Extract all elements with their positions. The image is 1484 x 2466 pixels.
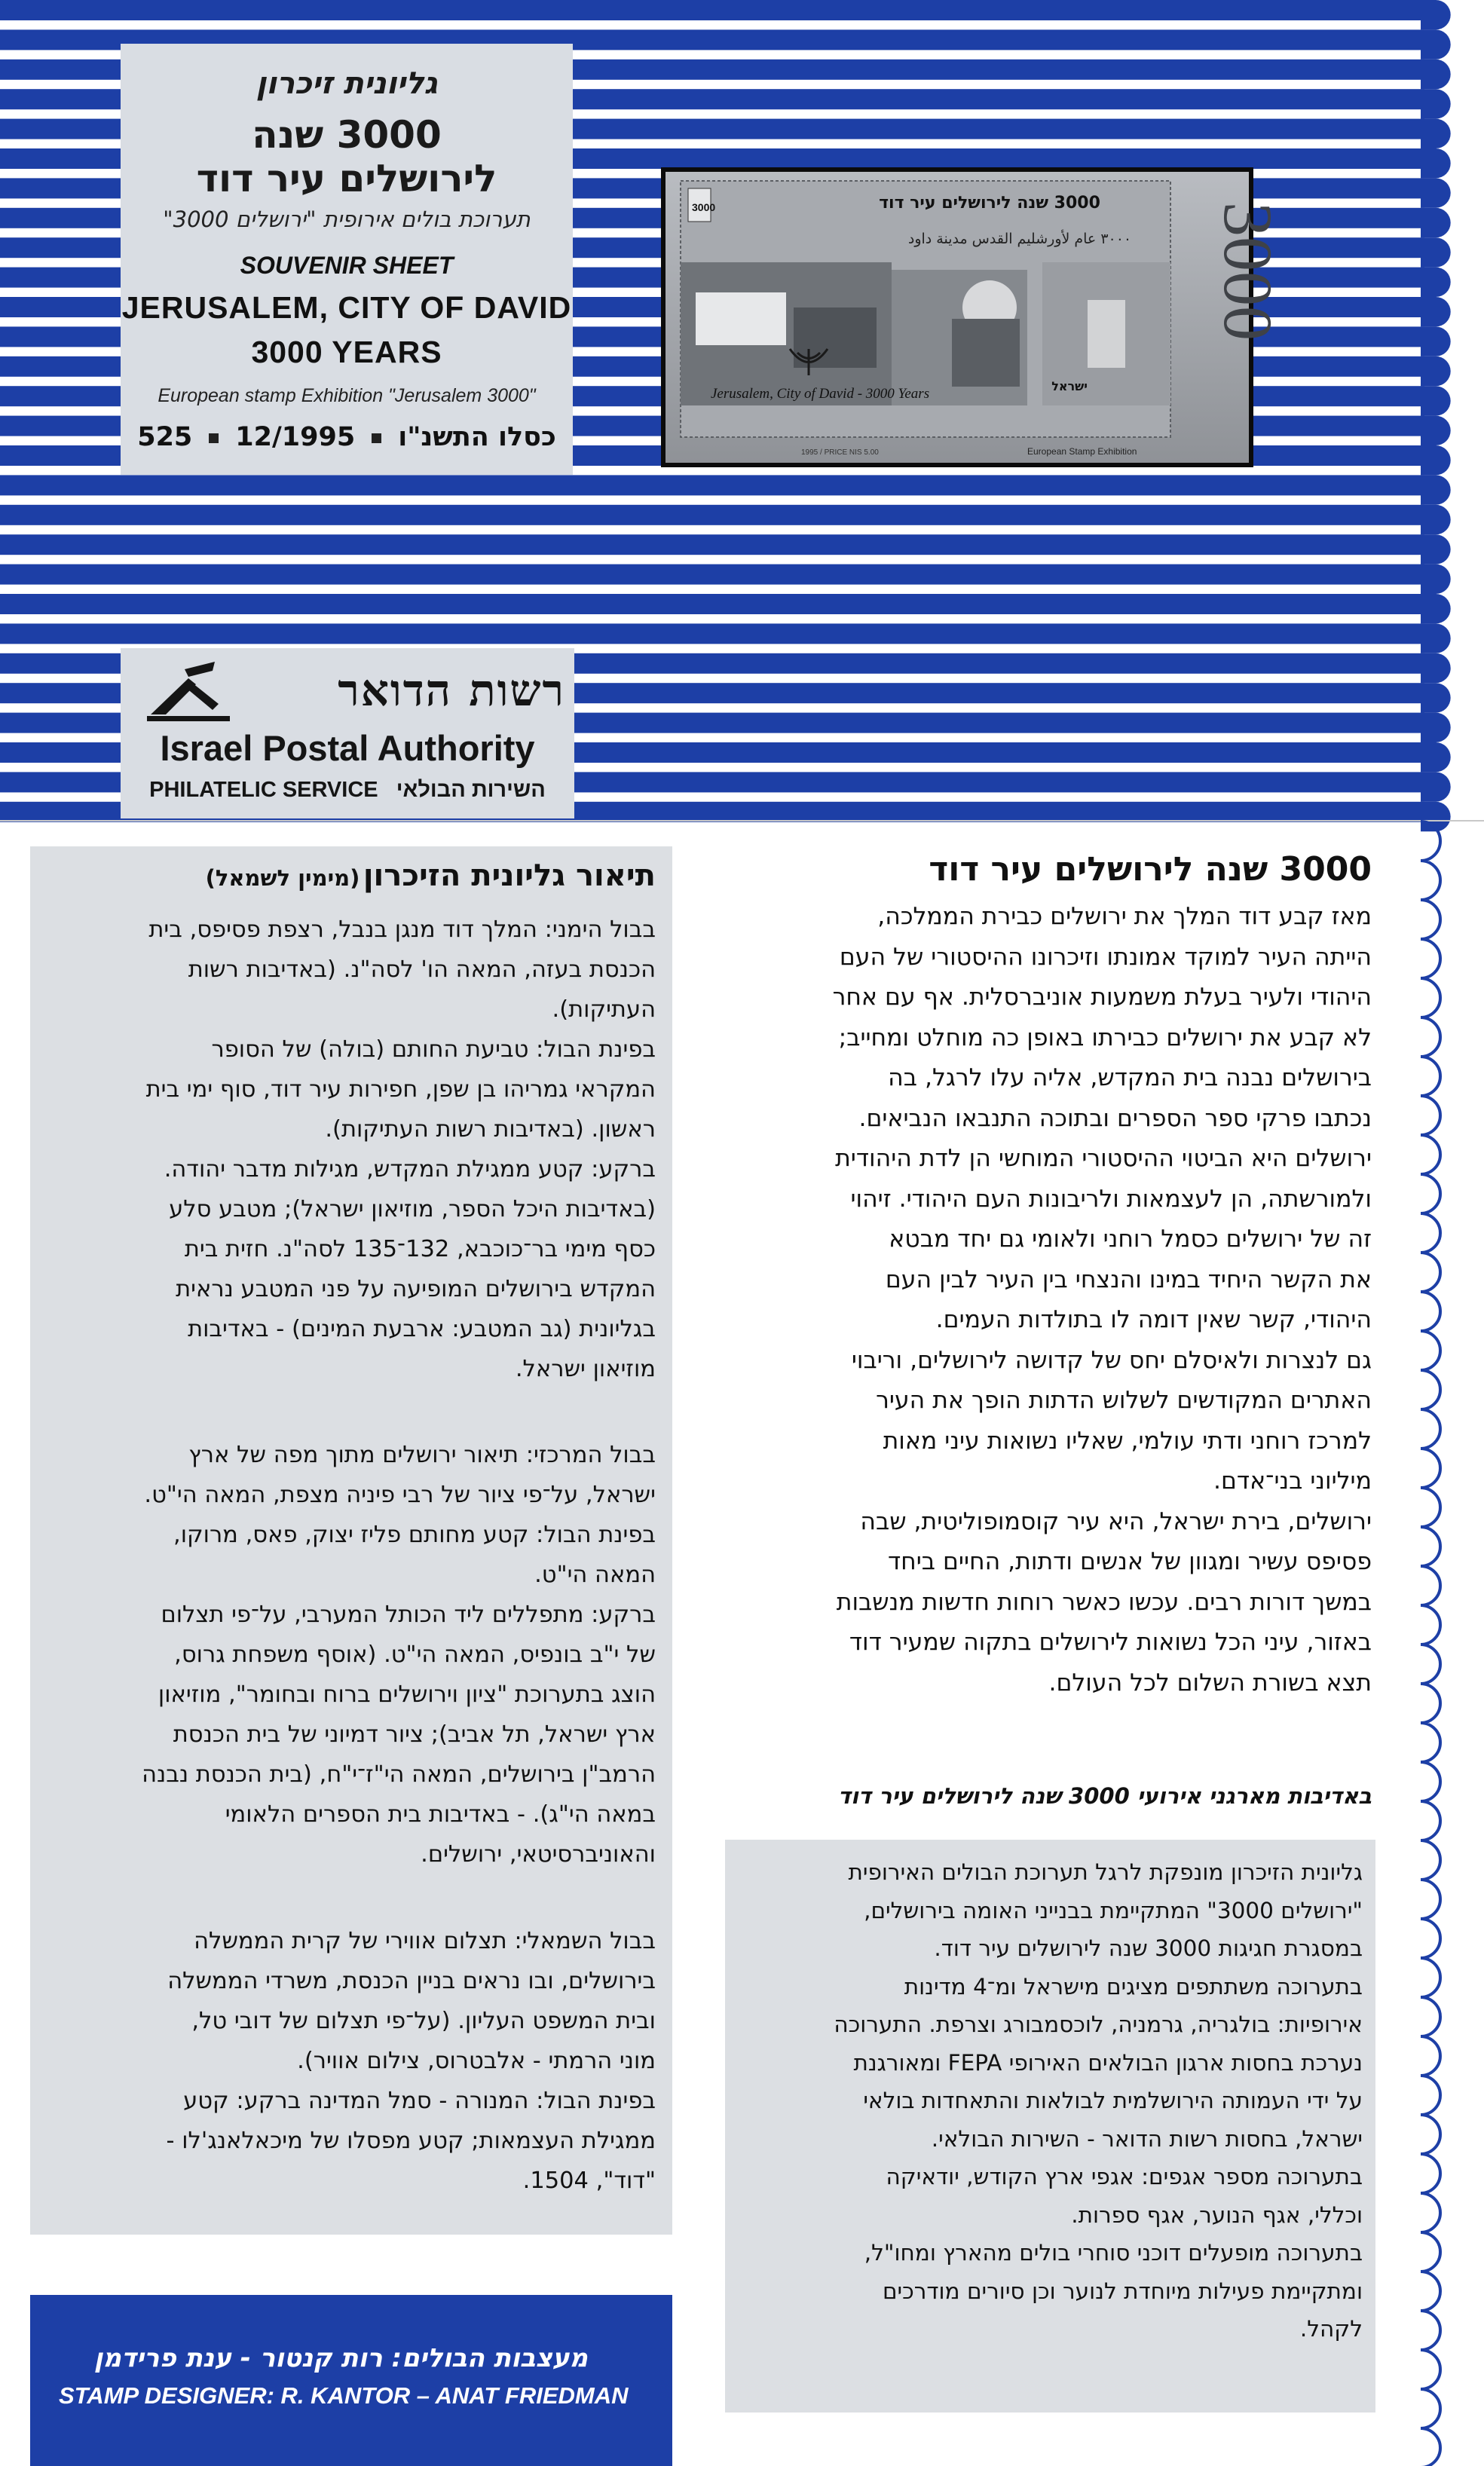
logo-service-line (121, 778, 574, 803)
sheet-heading-ar: ٣٠٠٠ عام لأورشليم القدس مدينة داود (907, 231, 1132, 247)
issue-line (121, 422, 573, 452)
designers-en: STAMP DESIGNER: R. KANTOR – ANAT FRIEDMAN (59, 2382, 629, 2409)
fold-line (0, 820, 1484, 821)
header-perforation-tooth (1421, 356, 1451, 386)
header-perforation-tooth (1421, 713, 1451, 742)
blue-stripe (0, 594, 1424, 614)
header-perforation-tooth (1421, 60, 1451, 89)
designers-he: מעצבות הבולים: רות קנטור - ענת פרידמן (93, 2343, 588, 2373)
left-description-column (30, 846, 672, 2235)
souvenir-sheet-image (661, 167, 1287, 467)
blue-stripe (0, 534, 1424, 555)
exhibit-en: European stamp Exhibition "Jerusalem 3000" (158, 385, 536, 406)
service-he: השירות הבולאי (396, 778, 546, 802)
header-perforation-tooth (1421, 742, 1451, 772)
souvenir-en: SOUVENIR SHEET (240, 252, 454, 279)
header-perforation-tooth (1421, 237, 1451, 267)
left-para-left-stamp: בבול השמאלי: תצלום אווירי של קרית הממשלה בירושלים, ובו נראים בניין הכנסת, משרדי הממשלה ובית המשפט העליון. (על־פי תצלום של דובי טל, מוני הרמתי - אלבטרוס, צילום אוויר). בפינת הבול: המנורה - סמל המדינה ברקע: קטע ממגילת העצמאות; קטע מפסלו של מיכאלאנג'לו - "דוד", 1504. (166, 1928, 656, 2194)
title-he-3000: 3000 שנה (252, 113, 442, 157)
title-panel (121, 44, 573, 475)
header-perforation-tooth (1421, 683, 1451, 712)
sheet-logo-3000: 3000 (692, 201, 716, 213)
sheet-country-he: ישראל (1051, 379, 1088, 393)
left-title-line (45, 858, 656, 893)
header-perforation-tooth (1421, 148, 1451, 178)
designers-panel (30, 2295, 672, 2466)
header-perforation-tooth (1421, 772, 1451, 801)
left-para-center-stamp: בבול המרכזי: תיאור ירושלים מתוך מפה של ארץ ישראל, על־פי ציור של רבי פיניה מצפת, המאה הי"ט. בפינת הבול: קטע מחותם פליז יצוק, פאס, מרוקו, המאה הי"ט. ברקע: מתפללים ליד הכותל המערבי, על־פי תצלום של י"ב בונפיס, המאה הי"ט. (אוסף משפחת גרוס, הוצג בתערוכת "ציון וירושלים ברוח ובחומר", מוזיאון ארץ ישראל, תל אביב); ציור דמיוני של בית הכנסת הרמב"ן בירושלים, המאה הי"ז־י"ח, (בית הכנסת נבנה במאה הי"ג). - באדיבות בית הספרים הלאומי והאוניברסיטאי, ירושלים. (142, 1442, 656, 1868)
service-en: PHILATELIC SERVICE (149, 778, 378, 802)
postal-logo-icon (143, 656, 234, 724)
logo-hebrew: רשות הדואר (338, 665, 565, 716)
left-para-right-stamp: בבול הימני: המלך דוד מנגן בנבל, רצפת פסיפס, בית הכנסת בעזה, המאה הו' לסה"נ. (באדיבות רשות העתיקות). בפינת הבול: טביעת החותם (בולה) של הסופר המקראי גמריהו בן שפן, חפירות עיר דוד, סוף ימי בית ראשון. (באדיבות רשות העתיקות). ברקע: קטע ממגילת המקדש, מגילות מדבר יהודה. (באדיבות היכל הספר, מוזיאון ישראל); מטבע סלע כסף מימי בר־כוכבא, 132־135 לסה"נ. חזית בית המקדש בירושלים המופיעה על פני המטבע נראית בגליונית (גב המטבע: ארבעת המינים) - באדיבות מוזיאון ישראל. (145, 916, 656, 1382)
separator-square (209, 433, 219, 443)
souvenir-sheet-graphic (666, 172, 1287, 463)
header-perforation-tooth (1421, 653, 1451, 683)
exhibition-info-box (725, 1840, 1375, 2412)
sheet-footer-en: European Stamp Exhibition (1027, 446, 1137, 457)
blue-stripe (0, 505, 1424, 525)
title-he-small: גליונית זיכרון (255, 66, 438, 101)
sheet-year-big: 3000 (1210, 202, 1287, 341)
perforation-scallop-line (1421, 821, 1440, 2466)
header-perforation-tooth (1421, 119, 1451, 148)
header-perforation-tooth (1421, 178, 1451, 207)
header-perforation-tooth (1421, 623, 1451, 653)
header-perforation-tooth (1421, 594, 1451, 623)
left-title-sub: (מימין לשמאל) (205, 865, 360, 891)
header-perforation-tooth (1421, 534, 1451, 564)
separator-square (372, 433, 381, 443)
header-perforation-tooth (1421, 297, 1451, 326)
main-credit: באדיבות מארגני אירועי 3000 שנה לירושלים עיר דוד (838, 1783, 1372, 1809)
header-perforation-tooth (1421, 208, 1451, 237)
blue-stripe (0, 623, 1424, 644)
header-perforation-tooth (1421, 416, 1451, 445)
header-perforation-tooth (1421, 564, 1451, 594)
issue-date: 12/1995 (235, 422, 356, 452)
header-perforation-tooth (1421, 386, 1451, 415)
main-body: מאז קבע דוד המלך את ירושלים כבירת הממלכה, הייתה העיר למוקד אמונתו וזיכרונו ההיסטורי של העם היהודי ולעיר בעלת משמעות אוניברסלית. אף עם אחר לא קבע את ירושלים כבירתו באופן כה מוחלט ומחייב; בירושלים נבנה בית המקדש, אליה עלו לרגל, בה נכתבו פרקי ספר הספרים ובתוכה התנבאו הנביאים. ירושלים היא הביטוי ההיסטורי המוחשי הן לדת היהודית ולמורשתה, הן לעצמאות ולריבונות העם היהודי. זיהוי זה של ירושלים כסמל רוחני ולאומי גם יחד מבטא את הקשר היחיד במינו והנצחי בין העיר לבין העם היהודי, קשר שאין דומה לו בתולדות העמים. גם לנצרות ולאיסלם יחס של קדושה לירושלים, וריבוי האתרים המקודשים לשלוש הדתות הופך את העיר למרכז רוחני ודתי עולמי, שאליו נשואות עיני מאות מיליוני בני־אדם. ירושלים, בירת ישראל, היא עיר קוסמופוליטית, שבה פסיפס עשיר ומגוון של אנשים ודתות, החיים ביחד במשך דורות רבים. עכשו כאשר רוחות חדשות מנשבות באזור, עיני הכל נשואות לירושלים בתקוה שמעיר דוד תצא בשורת השלום לכל העולם. (832, 903, 1372, 1697)
issue-number: 525 (137, 422, 193, 452)
header-perforation-tooth (1421, 29, 1451, 59)
issue-date-he: כסלו התשנ"ו (398, 422, 556, 452)
sheet-heading-he: 3000 שנה לירושלים עיר דוד (879, 194, 1100, 213)
header-perforation-tooth (1421, 268, 1451, 297)
header-perforation-tooth (1421, 505, 1451, 534)
header-perforation-tooth (1421, 445, 1451, 475)
header-perforation-tooth (1421, 0, 1451, 29)
sheet-footer-price: 1995 / PRICE NIS 5.00 (801, 448, 879, 457)
header-perforation-tooth (1421, 475, 1451, 504)
blue-stripe (0, 564, 1424, 585)
header-perforation (1421, 0, 1484, 831)
city-en: JERUSALEM, CITY OF DAVID (121, 290, 572, 325)
perforation-edge (1391, 821, 1484, 2466)
blue-stripe (0, 475, 1424, 495)
main-title: 3000 שנה לירושלים עיר דוד (929, 850, 1372, 889)
exhibit-he: תערוכת בולים אירופית "ירושלים 3000" (163, 207, 531, 232)
years-en: 3000 YEARS (251, 335, 442, 369)
exhibition-info-text: גליונית הזיכרון מונפקת לרגל תערוכת הבולים האירופית "ירושלים 3000" המתקיימת בבנייני האומה בירושלים, במסגרת חגיגות 3000 שנה לירושלים עיר דוד. בתערוכה משתתפים מציגים מישראל ומ־4 מדינות אירופיות: בולגריה, גרמניה, לוכסמבורג וצרפת. התערוכה נערכת בחסות ארגון הבולאים האירופי FEPA ומאורגנת על ידי העמותה הירושלמית לבולאות והתאחדות בולאי ישראל, בחסות רשות הדואר - השירות הבולאי. בתערוכה מספר אגפים: אגפי ארץ הקודש, יודאיקה וכללי, אגף הנוער, אגף ספרות. בתערוכה מופעלים דוכני סוחרי בולים מהארץ ומחו"ל, ומתקיימת פעילות מיוחדת לנוער וכן סיורים מודרכים לקהל. (834, 1859, 1363, 2342)
sheet-caption-en: Jerusalem, City of David - 3000 Years (711, 386, 930, 402)
blue-stripe (0, 0, 1424, 20)
left-title: תיאור גליונית הזיכרון (363, 858, 656, 893)
logo-english: Israel Postal Authority (160, 728, 535, 768)
logo-panel (121, 648, 574, 818)
header-perforation-tooth (1421, 89, 1451, 118)
header-perforation-tooth (1421, 326, 1451, 356)
title-he-city: לירושלים עיר דוד (196, 157, 497, 200)
